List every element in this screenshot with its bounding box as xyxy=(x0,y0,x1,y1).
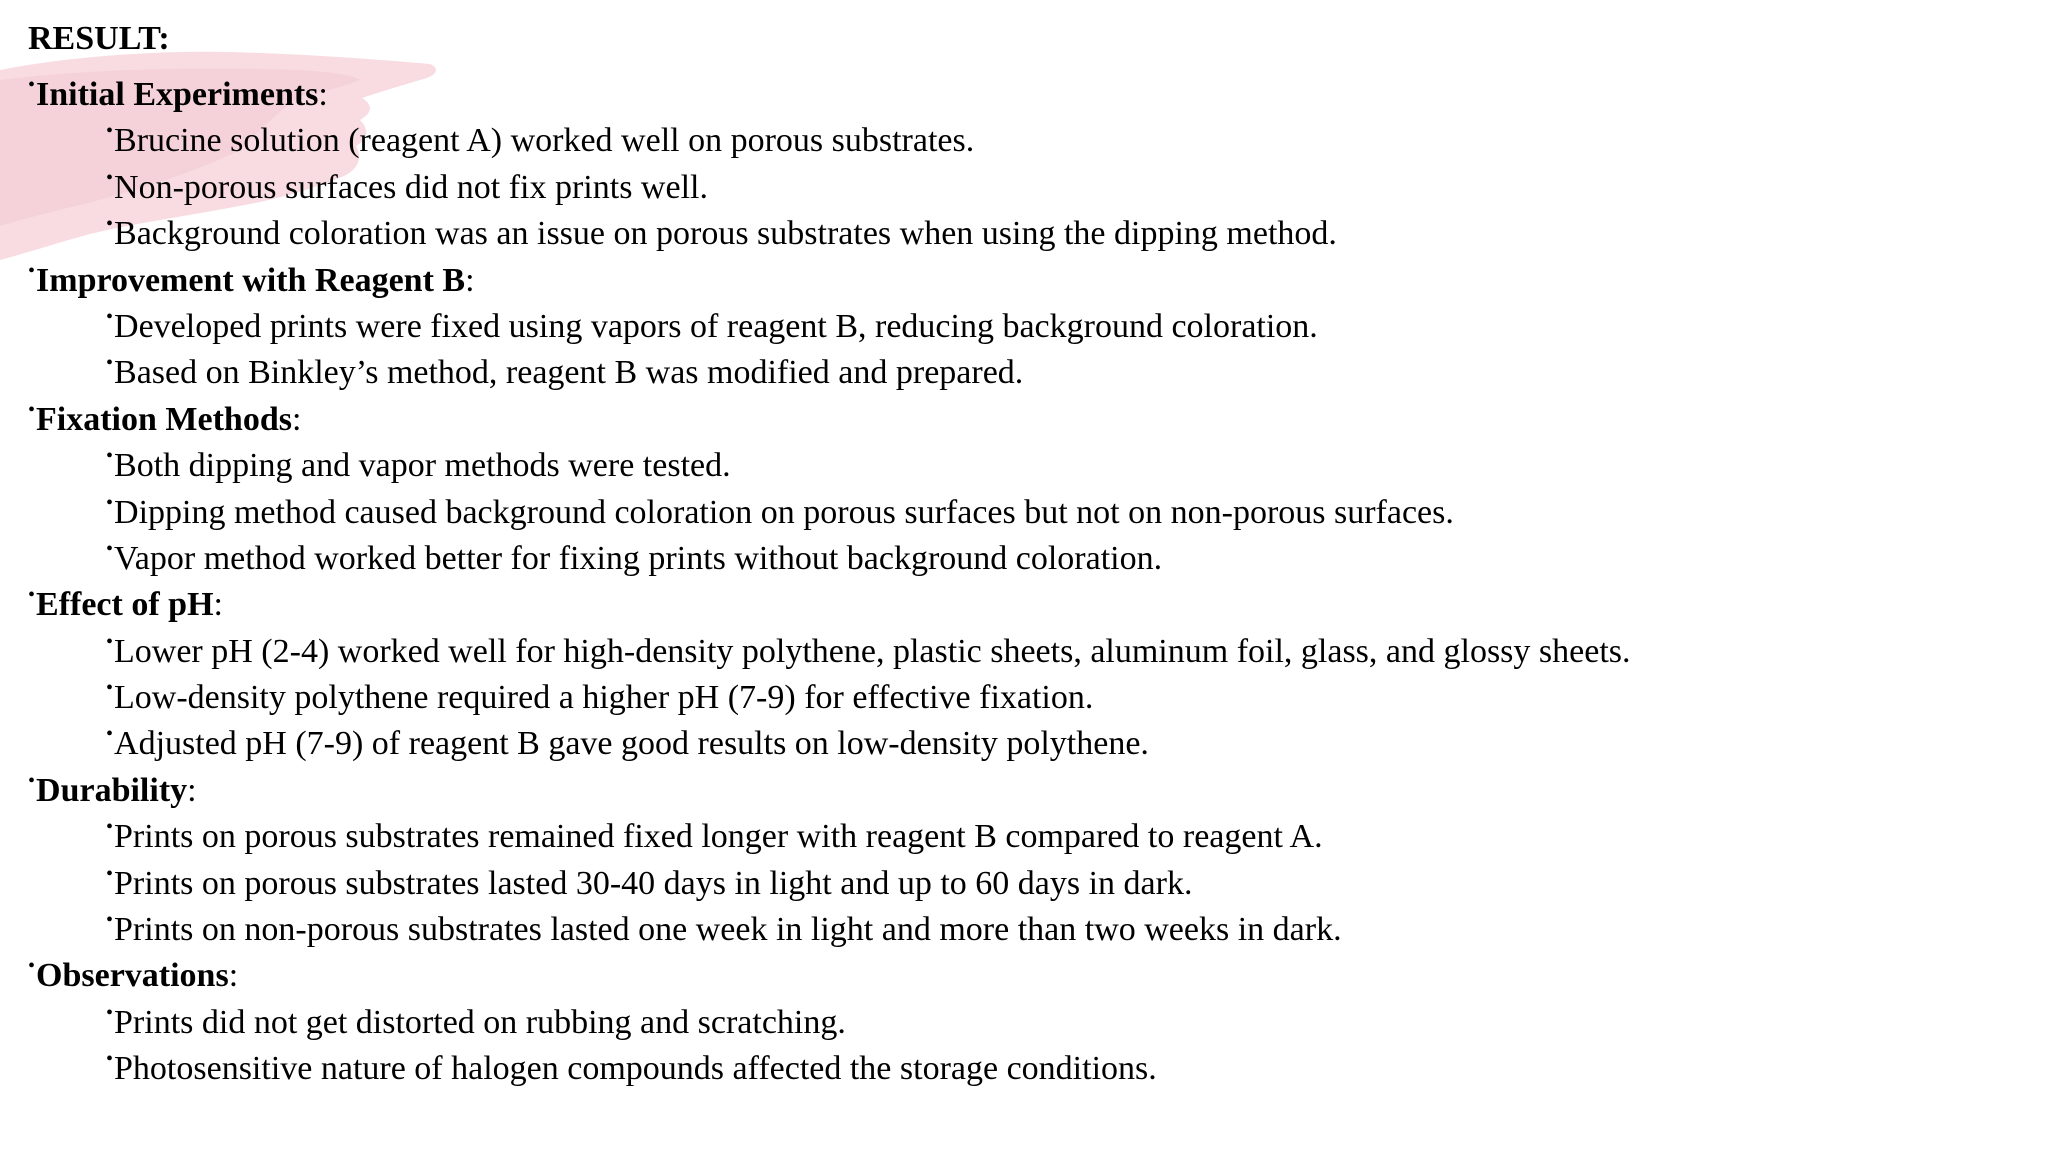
bullet-point xyxy=(28,1036,2018,1088)
bullet-point xyxy=(28,155,2018,206)
bullet-icon: • xyxy=(106,166,114,189)
bullet-point-text: Background coloration was an issue on porous substrates when using the dipping method. xyxy=(114,215,1337,253)
section-heading-colon: : xyxy=(213,586,223,624)
section-heading-colon: : xyxy=(465,261,475,299)
bullet-icon: • xyxy=(106,537,114,560)
bullet-point xyxy=(28,433,2018,485)
section-heading xyxy=(28,758,2018,809)
bullet-icon: • xyxy=(106,862,114,885)
bullet-point xyxy=(28,665,2018,717)
bullet-point xyxy=(28,340,2018,392)
bullet-point-text: Brucine solution (reagent A) worked well on porous substrates. xyxy=(114,122,975,160)
bullet-point xyxy=(28,108,2018,160)
section-heading-text: Improvement with Reagent B xyxy=(36,261,466,299)
section-heading xyxy=(28,943,2018,995)
bullet-icon: • xyxy=(106,630,114,653)
bullet-point-text: Prints on porous substrates lasted 30-40 days in light and up to 60 days in dark. xyxy=(114,864,1193,902)
section-heading-text: Observations xyxy=(36,957,229,995)
bullet-point-text: Prints did not get distorted on rubbing and scratching. xyxy=(114,1003,846,1041)
bullet-icon: • xyxy=(106,816,114,839)
bullet-point xyxy=(28,804,2018,856)
bullet-point-text: Developed prints were fixed using vapors of reagent B, reducing background coloration. xyxy=(114,307,1318,345)
bullet-point-text: Both dipping and vapor methods were tested. xyxy=(114,447,731,485)
bullet-point xyxy=(28,711,2018,763)
bullet-icon: • xyxy=(106,352,114,375)
bullet-icon: • xyxy=(106,1048,114,1071)
bullet-point xyxy=(28,294,2018,345)
bullet-point-text: Photosensitive nature of halogen compounds affected the storage conditions. xyxy=(114,1050,1157,1088)
section-heading-colon: : xyxy=(318,76,328,113)
bullet-point-text: Lower pH (2-4) worked well for high-density polythene, plastic sheets, aluminum foil, glass, and glossy sheets. xyxy=(114,632,1631,670)
bullet-icon: • xyxy=(28,398,36,421)
bullet-icon: • xyxy=(106,445,114,468)
bullet-point xyxy=(28,480,2018,531)
section-heading-text: Initial Experiments xyxy=(36,76,319,113)
bullet-point xyxy=(28,851,2018,902)
bullet-icon: • xyxy=(106,909,114,932)
bullet-point-text: Prints on non-porous substrates lasted one week in light and more than two weeks in dark. xyxy=(114,911,1342,949)
bullet-icon: • xyxy=(106,120,114,143)
bullet-point xyxy=(28,201,2018,253)
bullet-icon: • xyxy=(28,584,36,607)
bullet-icon: • xyxy=(106,491,114,514)
bullet-icon: • xyxy=(106,305,114,328)
bullet-icon: • xyxy=(106,723,114,746)
bullet-point-text: Non-porous surfaces did not fix prints well. xyxy=(114,168,708,206)
result-sections xyxy=(28,62,2018,1088)
bullet-point xyxy=(28,990,2018,1041)
section-heading xyxy=(28,62,2018,113)
section-heading-colon: : xyxy=(187,771,197,809)
bullet-point xyxy=(28,897,2018,949)
bullet-icon: • xyxy=(106,677,114,700)
section-heading-text: Effect of pH xyxy=(36,586,214,624)
bullet-point-text: Low-density polythene required a higher pH (7-9) for effective fixation. xyxy=(114,679,1094,717)
bullet-point-text: Based on Binkley’s method, reagent B was modified and prepared. xyxy=(114,354,1024,392)
slide-content xyxy=(28,16,2018,1088)
bullet-icon: • xyxy=(28,74,36,96)
section-heading-text: Fixation Methods xyxy=(36,400,292,438)
bullet-point-text: Prints on porous substrates remained fixed longer with reagent B compared to reagent A. xyxy=(114,818,1323,856)
section-heading-colon: : xyxy=(228,957,239,995)
bullet-point-text: Vapor method worked better for fixing prints without background coloration. xyxy=(114,539,1163,577)
bullet-icon: • xyxy=(28,955,36,978)
bullet-point xyxy=(28,619,2018,670)
section-heading xyxy=(28,387,2018,438)
bullet-icon: • xyxy=(28,259,36,282)
bullet-icon: • xyxy=(28,769,36,792)
section-heading xyxy=(28,248,2018,299)
bullet-icon: • xyxy=(106,1001,114,1024)
section-heading-text: Durability xyxy=(36,771,188,809)
slide-title: RESULT: xyxy=(28,20,170,57)
bullet-icon: • xyxy=(106,213,114,236)
section-heading xyxy=(28,572,2018,624)
bullet-point-text: Adjusted pH (7-9) of reagent B gave good results on low-density polythene. xyxy=(114,725,1149,763)
bullet-point-text: Dipping method caused background coloration on porous surfaces but not on non-porous surfaces. xyxy=(114,493,1454,531)
section-heading-colon: : xyxy=(291,400,302,438)
bullet-point xyxy=(28,526,2018,577)
